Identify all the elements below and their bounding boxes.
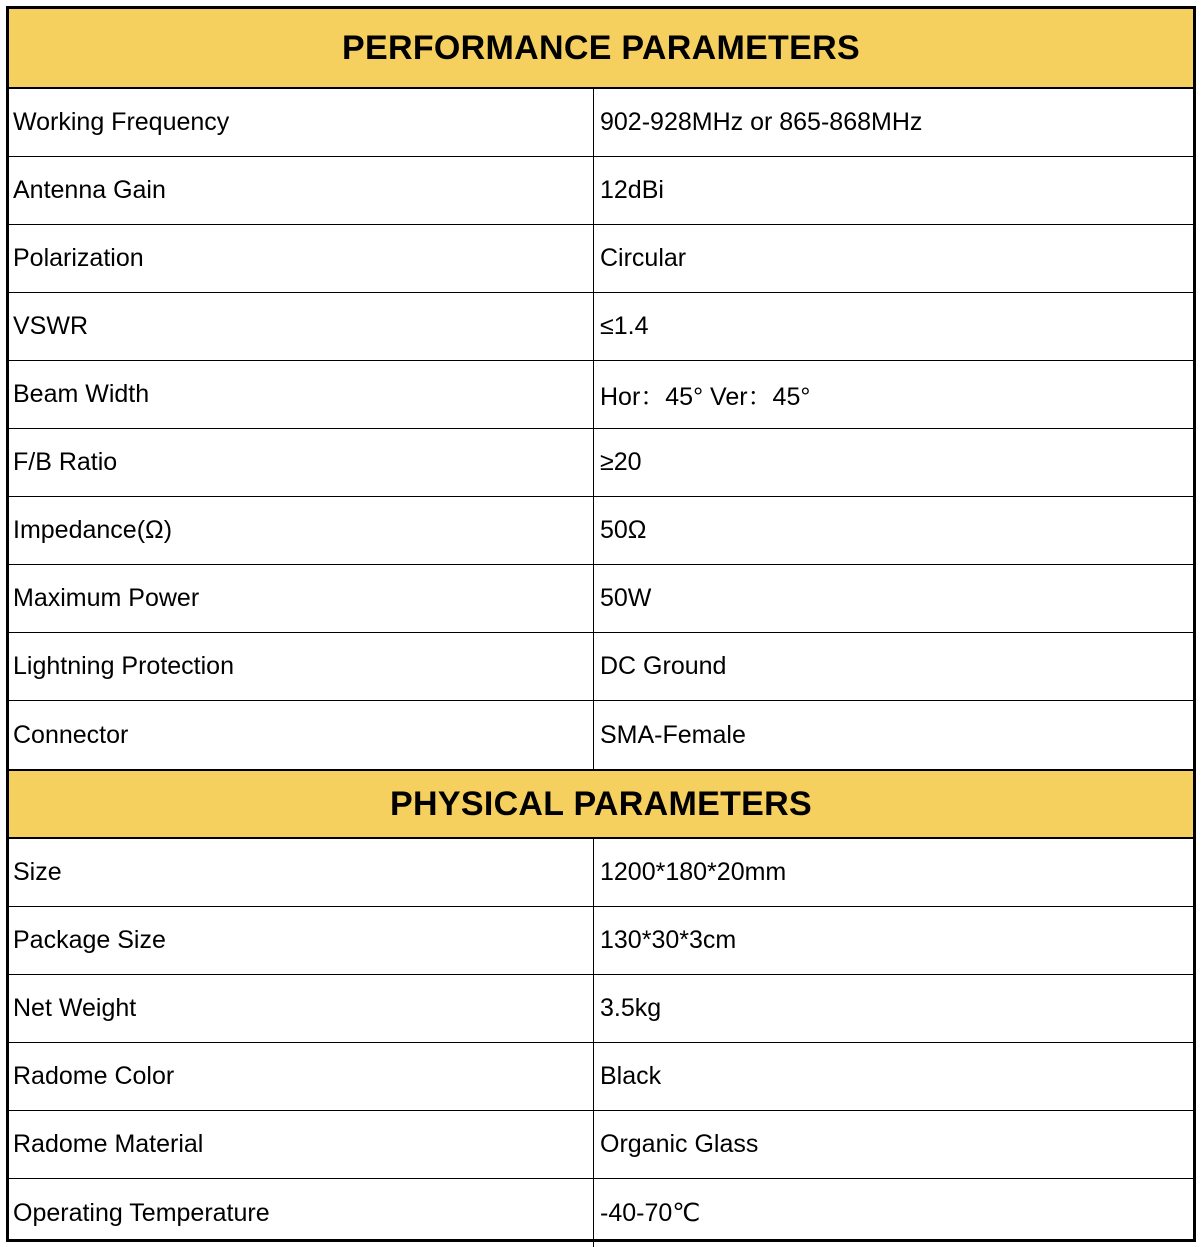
- table-row: [9, 633, 1193, 701]
- row-value: 3.5kg: [600, 994, 662, 1022]
- row-value: ≥20: [600, 448, 642, 476]
- table-row: [9, 565, 1193, 633]
- row-label: Maximum Power: [9, 565, 594, 632]
- row-label: Radome Material: [9, 1111, 594, 1178]
- row-label: Net Weight: [9, 975, 594, 1042]
- row-label: Operating Temperature: [9, 1179, 594, 1247]
- row-value: -40-70℃: [600, 1199, 701, 1227]
- spec-table: [6, 6, 1196, 1242]
- row-value: 50W: [600, 584, 652, 612]
- table-row: [9, 701, 1193, 769]
- row-label: Radome Color: [9, 1043, 594, 1110]
- table-row: [9, 907, 1193, 975]
- row-label: Working Frequency: [9, 89, 594, 156]
- row-value: 12dBi: [600, 176, 664, 204]
- table-row: [9, 89, 1193, 157]
- row-value: Black: [600, 1062, 662, 1090]
- row-label: Impedance(Ω): [9, 497, 594, 564]
- row-value: 130*30*3cm: [600, 926, 737, 954]
- row-label: Lightning Protection: [9, 633, 594, 700]
- row-label: Polarization: [9, 225, 594, 292]
- row-value: 1200*180*20mm: [600, 858, 787, 886]
- row-label: F/B Ratio: [9, 429, 594, 496]
- table-row: [9, 429, 1193, 497]
- performance-parameters-header: PERFORMANCE PARAMETERS: [9, 9, 1193, 89]
- table-row: [9, 361, 1193, 429]
- table-row: [9, 225, 1193, 293]
- row-value: DC Ground: [600, 652, 727, 680]
- row-label: Size: [9, 839, 594, 906]
- row-value: 902-928MHz or 865-868MHz: [600, 108, 923, 136]
- row-label: Antenna Gain: [9, 157, 594, 224]
- table-row: [9, 975, 1193, 1043]
- table-row: [9, 157, 1193, 225]
- row-label: Beam Width: [9, 361, 594, 428]
- table-row: [9, 1043, 1193, 1111]
- row-value: 50Ω: [600, 516, 647, 544]
- table-row: [9, 293, 1193, 361]
- row-label: Package Size: [9, 907, 594, 974]
- table-row: [9, 1179, 1193, 1247]
- table-row: [9, 839, 1193, 907]
- row-value: Hor：45° Ver：45°: [600, 382, 811, 411]
- table-row: [9, 497, 1193, 565]
- row-value: Circular: [600, 244, 687, 272]
- row-value: SMA-Female: [600, 720, 746, 749]
- table-row: [9, 1111, 1193, 1179]
- row-value: Organic Glass: [600, 1130, 759, 1158]
- row-label: VSWR: [9, 293, 594, 360]
- physical-parameters-header: PHYSICAL PARAMETERS: [9, 769, 1193, 839]
- row-label: Connector: [9, 701, 594, 769]
- row-value: ≤1.4: [600, 312, 649, 340]
